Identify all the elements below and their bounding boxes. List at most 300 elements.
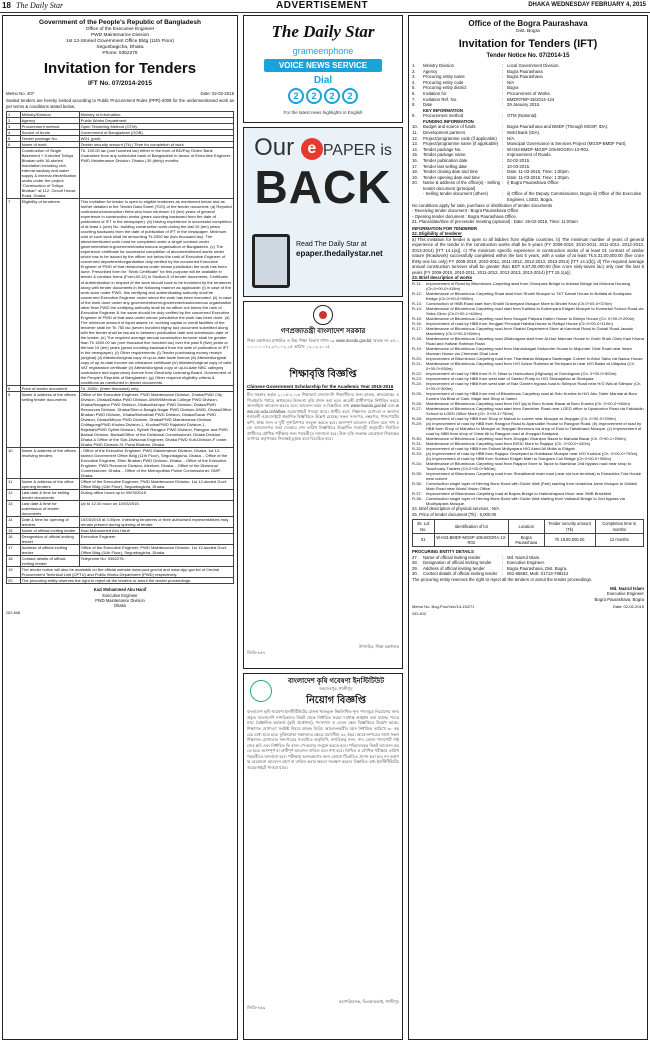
- bn-body-text: চীন সরকার কর্তৃক ২০১৫-২০১৬ শিক্ষাবর্ষে বাংলাদেশি শিক্ষার্থীদের জন্য স্নাতক, স্নাতকোত্তর ও পিএইচডি পর্যায়ে অধ্যয়নের উদ্দেশ্যে বৃত্তি প্রদান করা হবে। আগ্রহী প্রার্থীগণকে নির্ধারিত ফরমে অনলাইনে আবেদন করতে হবে। আবেদন ফরম ও বিস্তারিত তথ্য www.moedu.gov.bd এবং www.csc.edu.cn/laihua ওয়েবসাইটে পাওয়া যাবে। প্রার্থীর বয়স, শিক্ষাগত যোগ্যতা ও অন্যান্য শর্তাবলী ওয়েবসাইটে প্রকাশিত বিজ্ঞপ্তিতে উল্লেখ রয়েছে। সকল সনদপত্র, নম্বরপত্র, পাসপোর্টের কপি, স্বাস্থ্য সনদ ও দুটি সুপারিশপত্র সংযুক্ত করতে হবে। অসম্পূর্ণ আবেদন বাতিল বলে গণ্য হবে। আবেদনপত্র জমা দেওয়ার শেষ তারিখ বিজ্ঞপ্তিতে উল্লেখিত সময়সূচী অনুযায়ী। নির্বাচিত প্রার্থীদের মৌখিক পরীক্ষার জন্য পরবর্তীতে জানানো হবে। উক্ত বৃত্তি সংক্রান্ত যেকোনো সিদ্ধান্তের ব্যাপারে কর্তৃপক্ষের সিদ্ধান্তই চূড়ান্ত বলে বিবেচিত হবে।: [247, 392, 399, 442]
- lot-header-cell: Completion time in months: [595, 520, 643, 533]
- row-label: Name & address of the offices selling tender documents: [20, 391, 79, 447]
- epaper-headline: [244, 134, 402, 162]
- row-value: Tender security amount (Tk) | Time for completion of work: [79, 142, 233, 148]
- bn2-code: জিডি-৪৬৯: [247, 1004, 266, 1010]
- row-label: Last date & time for selling tender documents: [20, 490, 79, 501]
- item-value: Date: 11-03-2015, Time: 1:00pm.: [507, 169, 570, 175]
- item-number: 18.: [412, 169, 418, 175]
- row-number: 20: [7, 578, 21, 584]
- row-value: Telephone No. 9352276.: [79, 556, 233, 567]
- work-description: Improvement of Bituminous Carpeting road from Thanthania Wakpara Santinagar Culvert to Athul Saha via Naduz House: [426, 355, 643, 361]
- item-value: Executive Engineer.: [507, 560, 545, 566]
- work-description: (a) Improvement of road by HBB from Rangpur Road to Ayanuddin House to Rangpur Road, (b) Improvement of road by HBB from Shop of Mahafuz to Mosque at Jhopgari Bomnora via shop of Dulu to Tabakhand Mosque, (c) Improvement of road by HBB from shop of Omar Ali to Rangpur road at Jhopgari Eastpara: [426, 421, 642, 437]
- item-number: 11.: [412, 130, 418, 136]
- reserve-text: The procuring entity reserves the right to reject all the tenders or annul the tender proceedings.: [412, 577, 593, 583]
- ift-title: Invitation for Tenders (IFT): [458, 38, 598, 51]
- work-description: Maintenance of Bituminous Carpeting road from BISIC More to Rajapur (Ch. 0+00-0+420m): [426, 441, 591, 447]
- pe-header: PROCURING ENTITY DETAILS: [412, 549, 474, 555]
- bogra-signatory-designation: Executive Engineer: [606, 591, 644, 597]
- item-number: 10.: [412, 124, 418, 130]
- work-description: Improvement of road by HBB from H.O. Niraz to Horticultura (Highway) at Gondogram (Ch. 0+00-0+500m): [426, 370, 617, 376]
- row-label: Construction of Single Basement + 9-storied Tothya Bhaban with 16-storied foundation including civil, internal sanitary and water supply & internal electrification works under the project "Construction of Tothya Bhaban" at 112, Circuit House Road, Dhaka.: [20, 148, 79, 199]
- memo-number: Memo No. 407: [6, 90, 35, 96]
- colon: :: [502, 554, 504, 560]
- item-value: Bogra: [507, 85, 519, 91]
- row-label: Price of tender document: [20, 385, 79, 391]
- row-value: Up to 12.00 noon on 10/03/2015.: [79, 501, 233, 517]
- row-number: 5: [7, 136, 21, 142]
- recruitment-body: বাংলাদেশ কৃষি গবেষণা ইনস্টিটিউটের রাজস্ব খাতভুক্ত নিম্নলিখিত শূন্য পদসমূহে নিয়োগের জন্য প্রকৃত বাংলাদেশি নাগরিকদের নিকট থেকে নির্ধারিত ফরমে দরখাস্ত আহ্বান করা যাচ্ছে। পদের নাম: বৈজ্ঞানিক কর্মকর্তা (কৃষি প্রকৌশল), পদসংখ্যা ও বেতন স্কেল বিজ্ঞপ্তিতে উল্লেখ আছে। শিক্ষাগত যোগ্যতা: সংশ্লিষ্ট বিষয়ে স্নাতক ডিগ্রি। আবেদনকারীর বয়স নির্ধারিত তারিখে ৩০ বছরের মধ্যে হতে হবে। মুক্তিযোদ্ধা সন্তানদের ক্ষেত্রে বয়সসীমা ৩২ বছর। আবেদনপত্রের সাথে সকল শিক্ষাগত যোগ্যতার সনদপত্রের সত্যায়িত অনুলিপি, নাগরিকত্ব সনদ, সদ্য তোলা পাসপোর্ট সাইজের ছবি এবং নির্ধারিত ফি বাবদ পে-অর্ডার সংযুক্ত করতে হবে। পরিচালকের নিকট আবেদন করতে হবে। অসম্পূর্ণ বা ত্রুটিপূর্ণ আবেদন বাতিল বলে গণ্য হবে। লিখিত ও মৌখিক পরীক্ষার তারিখ পরবর্তীতে জানানো হবে। পরীক্ষায় অংশগ্রহণের জন্য কোনো টিএ/ডিএ প্রদান করা হবে না। কর্তৃপক্ষ যেকোনো আবেদন গ্রহণ বা বাতিল করার ক্ষমতা সংরক্ষণ করেন। বিস্তারিত তথ্য ইনস্টিটিউটের ওয়েবসাইটে পাওয়া যাবে।: [247, 709, 399, 770]
- colon: :: [502, 560, 504, 566]
- table-row: [7, 490, 234, 501]
- lot-header-cell: Tender security amount (Tk): [544, 520, 595, 533]
- item-label: Ministry Division: [423, 63, 455, 69]
- item-number: 27.: [412, 554, 418, 560]
- item-value: Wold Bank (IDA).: [507, 130, 541, 136]
- colon: :: [502, 141, 504, 147]
- work-ref: R-26:: [412, 400, 422, 406]
- item-value: 29 January 2015.: [507, 102, 541, 108]
- page-header: [0, 0, 650, 13]
- item-number: 1.: [412, 63, 416, 69]
- dial-number: [244, 88, 402, 104]
- work-description: Improvement of road by HBB from Fulbari Mollyapara H/O Abed Ali Molla to Eidgah: [426, 446, 575, 452]
- colon: :: [502, 157, 504, 163]
- pre-tender-meeting: 21. Place/date/time of pre-tender meeting (optional) : Date: 26-02-2015, Time: 11:00am: [412, 219, 578, 225]
- scholarship-notice: [243, 301, 403, 669]
- row-number: 11: [7, 479, 21, 490]
- colon: :: [502, 113, 504, 119]
- row-value: Tk. 3000/- (three thousand) only.: [79, 385, 233, 391]
- dial-digit: 2: [306, 88, 322, 104]
- item-value: i) Bogra Paurashava Office: [507, 180, 559, 186]
- work-description: Maintenance of Bituminous Carpeting road Zillaburgara start from Al-Haz Mannan House to Gorib Shah Clinic Kazi Khana Road and Hafizar Rahman Road: [426, 335, 644, 346]
- work-description: Maintenance of Bituminous Carpeting road from H/O Ijaj to Boro Komar Bazar at Boro Kumira (Ch. 0+00-0+900m): [426, 400, 631, 406]
- table-row: [7, 567, 234, 578]
- row-number: 15: [7, 528, 21, 534]
- dial-label: Dial: [313, 75, 333, 86]
- bogra-signatory-name: Md. Nazrul Islam: [610, 585, 644, 591]
- ift-number: IFT No. 07/2014-2015: [88, 79, 152, 87]
- signatory-office: PWD Maintenance Division: [95, 597, 145, 603]
- item-label: Contact details of official inviting tender: [423, 571, 498, 577]
- table-row: [7, 534, 234, 545]
- work-ref: R-28:: [412, 415, 422, 421]
- colon: :: [502, 85, 504, 91]
- row-value: Office of the Executive Engineer, PWD Maintenance Division, 1st 12-storied Govt. Office Bldg (11th Floor), Segunbagicha, Dhaka.: [79, 479, 233, 490]
- eligibility-header: 22. Eligibility of tenderer: [412, 231, 462, 237]
- work-ref: R-20:: [412, 355, 422, 361]
- item-value: BMDF/FBP-35/2014-124: [507, 96, 555, 102]
- row-label: Address of official inviting tender: [20, 545, 79, 556]
- bn-notice-title: শিক্ষাবৃত্তি বিজ্ঞপ্তি: [289, 369, 357, 381]
- row-number: [7, 148, 21, 199]
- item-number: 2.: [412, 68, 416, 74]
- work-ref: R-33:: [412, 451, 422, 457]
- item-number: 4.: [412, 79, 416, 85]
- bn-signature: উপসচিব, শিক্ষা মন্ত্রণালয়: [358, 644, 399, 650]
- row-number: 4: [7, 130, 21, 136]
- works-list: [412, 281, 644, 507]
- item-value: Md. Nazrul Islam.: [507, 554, 541, 560]
- item-value: Local Government Division.: [507, 63, 560, 69]
- row-number: 3: [7, 124, 21, 130]
- work-ref: R-15:: [412, 315, 422, 321]
- memo-footer: [412, 604, 644, 609]
- row-label: Date & time for opening of tenders: [20, 517, 79, 528]
- colon: :: [502, 68, 504, 74]
- item-value: Bogra Paurashava, Dist. Bogra.: [507, 565, 568, 571]
- lot-header-cell: Location: [509, 520, 545, 533]
- bogra-signatory-org: Bogra Paurashava, Bogra: [594, 596, 644, 602]
- work-description: Improvement of road by HBB from Seujgari Principal Habiba House to Rafiqul House (Ch.0+00-0+110m): [426, 320, 613, 326]
- eligibility-text: a) This invitation for tender is open to all bidders from eligible countries. b) The minimum number of years of general experience of the tender in the construction works shall be 5 years (FY 2009-2010, 2010-2011, 2011-2012, 2012-2013, 2013-2014) [ITT 14.1(a)]. c) The minimum specific experience in construction works of at least 01 contract of similar nature (Roadwork) successfully completed within the last 5 years, with a value of at least Tk.5,31,00,000.00 (five crore thirty-one lac only) FY 2009-2010, 2010-2011, 2011-2012, 2012-2013, 2013-2014) [ITT 14.1(b)]. d) The required average annual construction turnover shall be greater than BDT 5,67,00,000.00 (five crore sixty-seven lac) only over the last 5 years (FY 2009-2010, 2010-2011, 2011-2012, 2012-2013, 2013-2014) [ITT 15.1(a)].: [412, 236, 644, 275]
- row-label: Source of funds: [20, 130, 79, 136]
- bn-address-text: শিক্ষা মন্ত্রণালয় মাধ্যমিক ও উচ্চ শিক্ষা বিভাগ শাখা-১৯ www.moedu.gov.bd স্মারক নং ৩৭.০০.০০০০.০৭২.২৭.০০২.১৫ তারিখ: ০২.০২.২০১৫: [247, 338, 399, 349]
- epaper-url[interactable]: epaper.thedailystar.net: [296, 249, 383, 259]
- item-number: 3.: [412, 74, 416, 80]
- work-ref: R-21:: [412, 360, 422, 366]
- item-label: Address of official inviting tender: [423, 565, 485, 571]
- row-number: 16: [7, 534, 21, 545]
- bogra-tender-notice: [408, 15, 648, 1040]
- work-ref: R-23:: [412, 375, 422, 381]
- lot-cell: W-043-BMDF-MGSP-105-BOGRA-13-R02: [434, 533, 508, 546]
- row-value: During office hours up to 09/03/2015: [79, 490, 233, 501]
- item-value: OTM (National).: [507, 113, 538, 119]
- brief-header: 23. Brief description of works: [412, 275, 473, 281]
- row-number: 17: [7, 545, 21, 556]
- signatory-city: Dhaka: [114, 602, 126, 608]
- row-number: 1: [7, 112, 21, 118]
- row-number: 9: [7, 391, 21, 447]
- work-ref: R-24:: [412, 380, 422, 386]
- item-label: KEY INFORMATION: [423, 107, 463, 113]
- item-label: - Selling tender document (others): [423, 191, 488, 197]
- colon: :: [502, 152, 504, 158]
- item-number: 19.: [412, 174, 418, 180]
- item-value: 10-03-2015.: [507, 163, 531, 169]
- item-number: 14.: [412, 146, 418, 152]
- phone-line: Phone: 9352276: [102, 51, 138, 57]
- colon: :: [502, 74, 504, 80]
- bn1-code: জিডি-৪৬৭: [247, 649, 266, 655]
- row-label: Ministry/Division: [20, 112, 79, 118]
- physical-services: 24. Brief description of physical services : N/A: [412, 506, 500, 512]
- bari-recruitment-notice: [243, 673, 403, 1040]
- bogra-gd-code: GD-402: [412, 611, 427, 617]
- colon: :: [502, 571, 504, 577]
- row-number: 7: [7, 199, 21, 386]
- work-ref: R-38:: [412, 496, 422, 502]
- memo-line: [6, 91, 234, 96]
- district: Dist. Bogra: [516, 29, 540, 35]
- bari-location: জয়দেবপুর, গাজীপুর: [319, 686, 353, 692]
- item-label: Name & address of the office(s) - Selling tender document (principal): [423, 180, 501, 191]
- row-value: Kazi Mohammed Abu Hanif: [79, 528, 233, 534]
- memo-date: Date: 02-02-2015: [200, 90, 234, 96]
- row-text: The tender notice will also be available on the official website www.pwd.gov.bd and www.dpp.gov.bd of Central Procurement Technical Unit (CPTU) and Public Works Department (PWD) respectively.: [20, 567, 233, 578]
- item-label: Development partners: [423, 130, 466, 136]
- item-value: Bogra Paurashava: [507, 68, 543, 74]
- work-ref: R-31:: [412, 441, 422, 447]
- dial-digit: 2: [288, 88, 304, 104]
- signature-block: [6, 587, 234, 607]
- work-ref: R-14:: [412, 305, 422, 311]
- table-row: [7, 578, 234, 584]
- page-number: 18: [2, 1, 11, 10]
- lot-header-row: [413, 520, 644, 533]
- work-ref: R-16:: [412, 320, 422, 326]
- row-number: 12: [7, 490, 21, 501]
- colon: :: [502, 96, 504, 102]
- item-label: Project/programme name (if applicable): [423, 141, 499, 147]
- bn-gov-title: গণপ্রজাতন্ত্রী বাংলাদেশ সরকার: [280, 328, 366, 335]
- row-label: Designation of official inviting tender: [20, 534, 79, 545]
- colon: :: [502, 565, 504, 571]
- colon: :: [502, 180, 504, 186]
- table-row: [7, 148, 234, 199]
- item-value: 051-66683, Mob: 01713-788212: [507, 571, 569, 577]
- signatory-name: Kazi Mohammed Abu Hanif: [93, 587, 147, 593]
- item-label: Tender package No.: [423, 146, 462, 152]
- row-number: 6: [7, 142, 21, 148]
- item-value: Improvement of Roads.: [507, 152, 552, 158]
- row-number: 2: [7, 118, 21, 124]
- bogra-memo-date: Date: 02-02-2015: [612, 604, 644, 610]
- voice-news-label: VOICE NEWS SERVICE: [264, 59, 382, 72]
- lot-cell: Tk 18,50,000.00: [544, 533, 595, 546]
- item-number: 16.: [412, 157, 418, 163]
- item-label: Designation of official inviting tender: [423, 560, 492, 566]
- work-ref: R-18:: [412, 335, 422, 341]
- office-title: Office of the Bogra Paurashava: [468, 19, 588, 28]
- work-description: Improvement of Bituminous Carpeting road from Sheralkandi main road (near old bus terminal) to Eshadoha Tula House near culvert: [426, 471, 642, 482]
- row-number: 8: [7, 385, 21, 391]
- row-label: Contact details of official inviting tender: [20, 556, 79, 567]
- row-label: Tender package No.: [20, 136, 79, 142]
- colon: :: [502, 169, 504, 175]
- work-description: (a) Improvement of road by HBB from Rajapur Graveyard to Holdbazar Mosque near H/O Kuddus (Ch. 0+00-0+700m), (b) Improvement of road by HBB from Sutrbari Eidgah Math to Sutrgram Culi Bridge (Ch.0+00-0+300m): [426, 451, 639, 462]
- building-line: 1st 12-Storied Government Office Bldg (11th Floor): [65, 39, 175, 45]
- gp-logo-text: grameenphone: [292, 46, 354, 56]
- item-number: 5.: [412, 85, 416, 91]
- colon: :: [502, 191, 504, 197]
- row-value: Executive Engineer: [79, 534, 233, 545]
- work-description: Maintenance of Bituminous Carpeting road from Seugari Palpara Kalem House to Bishyo House (Ch. 0+00-0+200m): [426, 315, 635, 321]
- ad-masthead: The Daily Star: [271, 22, 375, 41]
- table-row: [7, 448, 234, 479]
- table-row: [7, 479, 234, 490]
- lot-cell: 12 months: [595, 533, 643, 546]
- item-value: W-043-BMDF-MGSP-105-BOGRA-13-R02.: [507, 146, 590, 152]
- work-description: Maintenance of Bituminous Carpeting road start from Sandeher Road near LGED office to Upashohor Road via Fakiuddin School to LGED Office More (Ch. 0+00-1+750m): [426, 405, 644, 416]
- row-label: Eligibility of tenderers: [20, 199, 79, 386]
- item-label: Tender opening date and time: [423, 174, 480, 180]
- notice-title: Invitation for Tenders: [43, 60, 197, 78]
- recruitment-title: নিয়োগ বিজ্ঞপ্তি: [305, 694, 367, 706]
- table-row: [7, 556, 234, 567]
- item-value: ii) Office of the Deputy Commissioner, Bogra iii) Office of the Executive Engineer, LGED, Bogra.: [507, 191, 642, 202]
- paper-word: PAPER is: [322, 142, 392, 159]
- row-label: Procurement method: [20, 124, 79, 130]
- lot-table: [412, 519, 644, 547]
- item-number: 20.: [412, 180, 418, 186]
- info-header: INFORMATION FOR TENDERER: [412, 225, 478, 231]
- item-label: Tender publication date: [423, 157, 468, 163]
- table-row: [7, 501, 234, 517]
- work-description: Maintenance of Bituminous Carpeting road from H/O Azizur Rahman at Sericpara to near H/O Badul at Ultapara (Ch. 0+00-0+930m): [426, 360, 635, 371]
- item-value: N/A: [507, 79, 515, 85]
- item-number: 12.: [412, 135, 418, 141]
- table-row: [7, 517, 234, 528]
- work-description: Maintenance of Bituminous Carpeting road from Jhopgari Ghanipur Bazar to Mahalal Bazar (Ch. 0+00-1+200m): [426, 436, 626, 442]
- gov-title: Government of the People's Republic of Bangladesh: [39, 19, 201, 26]
- item-label: Procurement method: [423, 113, 464, 119]
- colon: :: [502, 79, 504, 85]
- gov-seal-icon: [313, 305, 333, 325]
- colon: :: [502, 130, 504, 136]
- item-number: 8.: [412, 102, 416, 108]
- item-number: 30.: [412, 571, 418, 577]
- work-ref: R-34:: [412, 461, 422, 467]
- work-description: Construction single layer of Herring Bone Bond with Guide Wall starting from Valkandi Bridge to 2nd bypass via Modhyapara Mosque.: [426, 496, 625, 507]
- item-number: 28.: [412, 560, 418, 566]
- read-text: Read The Daily Star at: [296, 241, 367, 248]
- row-number: 14: [7, 517, 21, 528]
- item-label: Project/programme code (if applicable): [423, 135, 497, 141]
- item-label: Invitation Ref. No.: [423, 96, 458, 102]
- row-number: 10: [7, 448, 21, 479]
- item-label: Budget and source of funds: [423, 124, 476, 130]
- colon: :: [502, 63, 504, 69]
- item-label: FUNDING INFORMATION: [423, 118, 474, 124]
- item-number: 17.: [412, 163, 418, 169]
- bari-signature: মহাপরিচালক, বিএআরআই, গাজীপুর: [339, 999, 399, 1005]
- colon: :: [502, 135, 504, 141]
- row-number: 13: [7, 501, 21, 517]
- location-line: Segunbagicha, Dhaka: [96, 45, 144, 51]
- work-description: Improvement of road by HBB from end of Bituminous Carpeting road at Solo Kumira to H/O Abu Taher Mandal at Boro Kumira Via Bhai of Gani, Majar and Shop of Jabed: [426, 390, 638, 401]
- work-ref: R-35:: [412, 471, 422, 477]
- row-text: The procuring entity reserves the right to reject all the tenders or annul the tender proceedings.: [20, 578, 233, 584]
- item-label: Procuring entity name: [423, 74, 465, 80]
- work-ref: R-30:: [412, 436, 422, 442]
- work-description: Construction single layer of Herring Bone Bond with Guide Wall (Part) starting from Ishadoha Jame Mosque to Gabtoli Main Road near Worid Vision Office: [426, 481, 638, 492]
- table-row: [7, 199, 234, 386]
- item-value: N/A.: [507, 135, 516, 141]
- row-value: Government of Bangladesh (GOB).: [79, 130, 233, 136]
- row-value: Public Works Department.: [79, 118, 233, 124]
- lot-header-cell: 26. Lot No.: [413, 520, 435, 533]
- item-number: 13.: [412, 141, 418, 147]
- work-description: Maintenance of Bituminous Carpeting road from Rajapur More to Tapce to Mamkhar 2nd bypass road near shop to Towchuary Traders (Ch.0+00-0+580m): [426, 461, 632, 472]
- signatory-designation: Executive Engineer: [102, 592, 138, 598]
- work-description: Maintenance of Bituminous Carpeting road start from Kalitola to Kutnerpara Eidgah Mosque to Komartoli School Road via Seba Clinic (Ch.0+00-1+400m): [426, 305, 644, 316]
- paper-name: The Daily Star: [16, 1, 64, 10]
- row-number: 19: [7, 567, 21, 578]
- row-value: Ministry of Information.: [79, 112, 233, 118]
- work-description: Improvement of Bituminous Carpeting road at Bajora Bridge to Halenshapara Moor near SMB Brickfield: [426, 491, 612, 497]
- bogra-memo: Memo No. Bog-Pou/Xen/14-15/271: [412, 604, 475, 610]
- ad-tagline: For the latest news highlights in English: [283, 110, 363, 115]
- item-value: Bogra Paurashava and BMDF (Through MGSP, IDA).: [507, 124, 609, 130]
- dial-digit: 2: [342, 88, 358, 104]
- work-ref: R-22:: [412, 370, 422, 376]
- middle-column: [243, 15, 403, 1040]
- work-ref: R-25:: [412, 390, 422, 396]
- row-label: Last date & time for submission of tender documents: [20, 501, 79, 517]
- row-value: Open Tendering Method (OTM).: [79, 124, 233, 130]
- item-label: Tender package name: [423, 152, 466, 158]
- item-value: Municipal Governance & Services Project (MGSP-BMDF Part).: [507, 141, 627, 147]
- item-value: Procurement of Works.: [507, 91, 551, 96]
- work-description: Improvement of road by HBB from Shop of Mahub to culvert near Mosque at Jhopgari (Ch. 0+00-0+200m): [426, 415, 616, 421]
- work-description: Maintenance of Bituminous Carpeting road from Shahid Department Store at Kamrical Road to Gohail Road Jawala Machinery (Ch.0+00-0+600m): [426, 325, 633, 336]
- row-label: Name of work: [20, 142, 79, 148]
- bari-title: বাংলাদেশ কৃষি গবেষণা ইনস্টিটিউট: [287, 678, 385, 685]
- row-label: Agency: [20, 118, 79, 124]
- row-label: Name & address of the offices receiving tenders: [20, 448, 79, 479]
- item-number: [412, 191, 422, 202]
- item-label: Name of official inviting tender: [423, 554, 481, 560]
- item-label: Date: [423, 102, 433, 108]
- back-word: BACK: [254, 161, 392, 213]
- row-value: Tk. 100.00 lac (one hundred lac) either in the form of BD/Pay Order/ Bank Guarantee from any scheduled bank of Bangladesh in favour of Executive Engineer, PWD Maintenance Division, Dhaka | 30 (thirty) months: [79, 148, 233, 199]
- office-line: Office of the Executive Engineer: [85, 27, 155, 33]
- row-value: This invitation for tender is open to eligible tenderers as mentioned below and as further detailed in the Tender Data Sheet (TDS) of the tender document: (a) Reputed contractors/construction firms who have minimum 10 (ten) years of general experience in construction works (years counting backward from the date of publication of IFT in the newspaper). (b) Having experience in successful completion of at least 1 (one) No. building construction work during the last 10 (ten) years counting backward from the date of publication of IFT in the newspaper. Minimum cost of such work shall be amounting Tk.2000 lac (two thousand lac). The abovementioned work must be completed under a single contract under government/semi-government/autonomous organisation of Bangladesh. (c) The experience certificate for successful completion of abovementioned works under which has to be issued by the officer not below the rank of Executive Engineer of concerned department/organisation duly verified by the concerned Executive Engineer of PWD of that division/area under whose jurisdiction the work has been done. Prescribed form for "Work Certificate" for this purpose will be available in tender & contract forms (Form-W-12) in Section-5 of tender documents. Certificate of authentication in respect of the work should have to be furnished by the tenderers along with tender documents in the following manner as applicable: (i) in case of the work done under PWD, this certifying and authenticating authority shall be concerned Executive Engineer under whom the work has been executed. (ii) In case of the work done under any government/semi-government/autonomous organisation other than PWD the certifying authority shall be an officer not below the rank of Executive Engineer & the same should be duly verified by the concerned Executive Engineer of PWD of that area under whose jurisdiction the work has been done. (d) The minimum amount of liquid assets i.e. working capital or credit facilities of the tenderer shall be Tk 750 lac (seven hundred eighty lac) document submitted along with the tender shall be issued in between publication date and submission date of the tender. (e) The required average annual construction turnover shall be greater than Tk 1500.00 lac (one thousand five hundred lac) over the past 5 (five) years or the last 10 (ten) years (years counting backward from the date of publication of IFT in the newspaper). (f) Other requirements: (i) Tender purchasing money receipt (original) (ii) Attested/original copy of up-to-date trade licence (iii) Attested/original copy of up-to-date income tax clearance certificate (iv) Attested/original copy of valid VAT registration certificate (v) Attested/original copy of up-to-date NBC category contractors and supervisory licence from Electricity Licensing Board, Government of the People's Republic of Bangladesh. (g) Other required eligibility criteria & conditions as mentioned in tender documents.: [80, 199, 232, 385]
- lot-header-cell: Identification of lot: [434, 520, 508, 533]
- item-number: 9.: [412, 113, 416, 119]
- item-label: Procuring entity district: [423, 85, 467, 91]
- opening-office: - Opening tender document : Bogra Paurashava Office.: [412, 213, 518, 219]
- item-number: 15.: [412, 152, 418, 158]
- item-number: 7.: [412, 96, 416, 102]
- epaper-read: [296, 240, 383, 259]
- item-label: Invitation for: [423, 91, 447, 96]
- bari-logo-icon: [250, 680, 272, 702]
- work-description: Improvement of road by HBB from west side of Samko Pump to H/O Shahajahan at Shakpala: [426, 375, 594, 381]
- division-line: PWD Maintenance Division: [90, 33, 150, 39]
- work-ref: R-12:: [412, 290, 422, 296]
- work-ref: R-17:: [412, 325, 422, 331]
- table-row: [7, 391, 234, 447]
- voice-news-ad: [243, 15, 403, 123]
- work-ref: R-11:: [412, 280, 422, 286]
- work-ref: R-19:: [412, 345, 422, 351]
- e-logo-icon: e: [301, 138, 323, 160]
- row-value: 10/03/2015 at 3.00pm. Intending tenderers or their authorised representatives may remain present during opening of tender.: [79, 517, 233, 528]
- row-value: - Office of the Executive Engineer, PWD Maintenance Division, Dhaka, 1st 12-storied Government Office Bldg (11th Floor), Segunbagicha, Dhaka. - Office of the Executive Engineer, Ellen Bhaban PWD Division, Dhaka. - Office of the Executive Engineer, PWD Resource Division, Alenbari, Dhaka. - Office of the Divisional Commissioner, Dhaka. - Office of the Metropolitan Police Commissioner, DMP, Dhaka.: [79, 448, 233, 479]
- issue-date: DHAKA WEDNESDAY FEBRUARY 4, 2015: [528, 2, 646, 8]
- item-label: Tender last selling date: [423, 163, 467, 169]
- colon: :: [502, 174, 504, 180]
- work-description: Improvement of Road by Bituminous Carpeting start from Ghonpara Bridge to Adosse Bridge via Mohona Housing (Ch.0+00-0+415m): [426, 280, 631, 291]
- tablet-icon: [252, 234, 290, 288]
- no-conditions: No conditions apply for sale, purchase or distribution of tender documents: [412, 202, 553, 208]
- our-word: Our: [254, 134, 295, 161]
- work-ref: R-27:: [412, 405, 422, 411]
- epaper-ad: [243, 127, 403, 297]
- dial-digit: 2: [324, 88, 340, 104]
- row-label: Name of official inviting tender: [20, 528, 79, 534]
- lot-cell: Bogra Paurashava: [509, 533, 545, 546]
- item-number: 29.: [412, 565, 418, 571]
- item-label: Agency: [423, 68, 438, 74]
- work-description: Maintenance of Bituminous Carpeting Road start from Shubil Mosque to T&T Kamal House to Bottala at Soutapara Bridge (Ch.0+00-0+900m): [426, 290, 632, 301]
- work-ref: R-36:: [412, 481, 422, 487]
- item-value: 02-02-2015.: [507, 157, 531, 163]
